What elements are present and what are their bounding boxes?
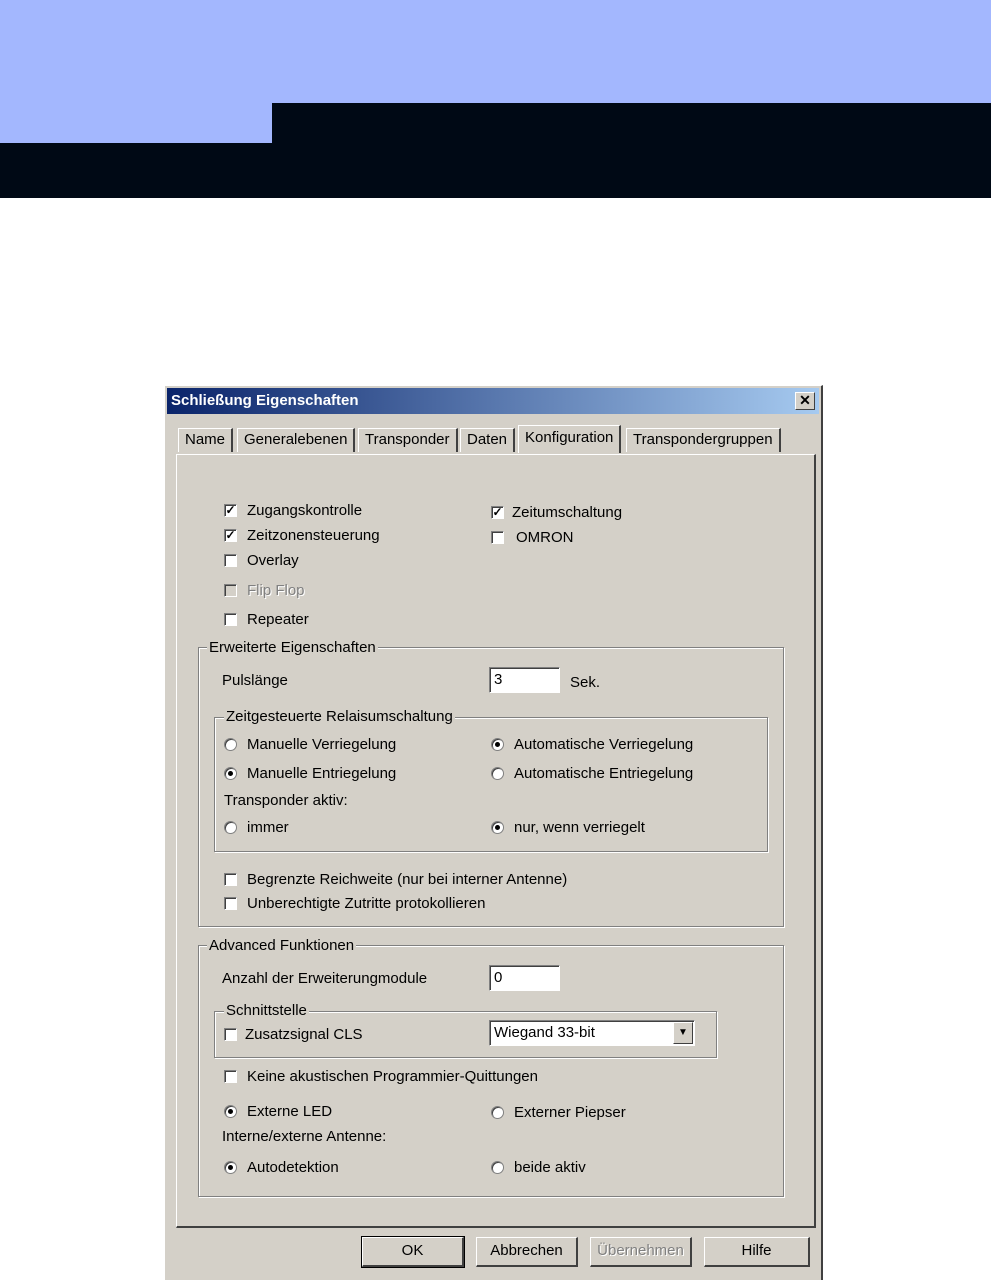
radio-label: Automatische Verriegelung [514, 735, 694, 753]
checkbox-label: Repeater [247, 610, 309, 628]
checkbox-box[interactable] [224, 613, 237, 626]
chevron-down-icon[interactable]: ▼ [673, 1022, 693, 1044]
pulslaenge-label: Pulslänge [222, 672, 288, 689]
radio-label: Externer Piepser [514, 1103, 626, 1121]
repeater-checkbox[interactable] [224, 609, 309, 629]
schnittstelle-legend: Schnittstelle [226, 1002, 307, 1019]
checkbox-label: Begrenzte Reichweite (nur bei interner Antenne) [247, 870, 568, 888]
antenne-label: Interne/externe Antenne: [222, 1128, 387, 1145]
radio-dot[interactable] [224, 821, 237, 834]
checkbox-label: Zusatzsignal CLS [245, 1025, 363, 1043]
radio-dot[interactable] [224, 767, 237, 780]
checkbox-box[interactable] [224, 554, 237, 567]
pulslaenge-input[interactable]: 3 [489, 667, 560, 693]
flipflop-checkbox [224, 580, 305, 600]
radio-label: Autodetektion [247, 1158, 339, 1176]
automatische-entriegelung-radio[interactable] [491, 763, 693, 783]
dialog-title: Schließung Eigenschaften [171, 392, 359, 409]
module-input[interactable]: 0 [489, 965, 560, 991]
externer-piepser-radio[interactable] [491, 1102, 626, 1122]
zeitzonensteuerung-checkbox[interactable] [224, 525, 380, 545]
ok-button[interactable]: OK [362, 1237, 464, 1267]
checkbox-box[interactable]: ✓ [225, 502, 236, 517]
radio-label: Manuelle Verriegelung [247, 735, 397, 753]
checkbox-box[interactable] [224, 897, 237, 910]
tab-name[interactable]: Name [178, 428, 233, 452]
tab-transponder[interactable]: Transponder [358, 428, 458, 452]
checkbox-label: Keine akustischen Programmier-Quittungen [247, 1067, 538, 1085]
checkbox-box[interactable] [224, 1028, 237, 1041]
beide-aktiv-radio[interactable] [491, 1157, 586, 1177]
checkbox-label: Zeitzonensteuerung [247, 526, 380, 544]
radio-dot[interactable] [224, 1105, 237, 1118]
tab-daten[interactable]: Daten [460, 428, 515, 452]
overlay-checkbox[interactable] [224, 550, 299, 570]
hilfe-button[interactable]: Hilfe [704, 1237, 810, 1267]
checkbox-label: OMRON [516, 528, 574, 546]
radio-label: nur, wenn verriegelt [514, 818, 645, 836]
select-value: Wiegand 33-bit [494, 1024, 595, 1041]
checkbox-label: Flip Flop [247, 581, 305, 599]
tab-transpondergruppen[interactable]: Transpondergruppen [626, 428, 781, 452]
keine-quittungen-checkbox[interactable] [224, 1066, 538, 1086]
radio-label: Externe LED [247, 1102, 333, 1120]
abbrechen-button[interactable]: Abbrechen [476, 1237, 578, 1267]
manuelle-verriegelung-radio[interactable] [224, 734, 396, 754]
checkbox-box [224, 584, 237, 597]
tab-generalebenen[interactable]: Generalebenen [237, 428, 355, 452]
radio-label: Automatische Entriegelung [514, 764, 694, 782]
radio-dot[interactable] [491, 738, 504, 751]
radio-dot[interactable] [224, 738, 237, 751]
radio-dot[interactable] [491, 1106, 504, 1119]
unberechtigte-zutritte-checkbox[interactable] [224, 893, 485, 913]
transponder-aktiv-label: Transponder aktiv: [224, 792, 348, 809]
radio-dot[interactable] [491, 821, 504, 834]
checkbox-box[interactable] [491, 531, 504, 544]
omron-checkbox[interactable] [491, 527, 574, 547]
automatische-verriegelung-radio[interactable] [491, 734, 693, 754]
nur-verriegelt-radio[interactable] [491, 817, 645, 837]
immer-radio[interactable] [224, 817, 289, 837]
pulslaenge-unit: Sek. [570, 674, 601, 691]
erweiterte-eigenschaften-legend: Erweiterte Eigenschaften [209, 639, 376, 656]
checkbox-label: Overlay [247, 551, 299, 569]
manuelle-entriegelung-radio[interactable] [224, 763, 396, 783]
checkbox-box[interactable]: ✓ [225, 527, 236, 542]
zugangskontrolle-checkbox[interactable] [224, 500, 362, 520]
schnittstelle-select[interactable] [489, 1020, 695, 1046]
externe-led-radio[interactable] [224, 1101, 332, 1121]
module-label: Anzahl der Erweiterungmodule [222, 970, 428, 987]
uebernehmen-button: Übernehmen [590, 1237, 692, 1267]
checkbox-label: Unberechtigte Zutritte protokollieren [247, 894, 486, 912]
zeitumschaltung-checkbox[interactable] [491, 502, 622, 522]
radio-dot[interactable] [491, 1161, 504, 1174]
relaisumschaltung-legend: Zeitgesteuerte Relaisumschaltung [226, 708, 453, 725]
zusatzsignal-checkbox[interactable] [224, 1024, 363, 1044]
close-icon: ✕ [799, 392, 811, 408]
checkbox-label: Zeitumschaltung [512, 503, 623, 521]
checkbox-box[interactable] [224, 873, 237, 886]
checkbox-label: Zugangskontrolle [247, 501, 363, 519]
radio-dot[interactable] [224, 1161, 237, 1174]
radio-label: beide aktiv [514, 1158, 586, 1176]
advanced-funktionen-legend: Advanced Funktionen [209, 937, 355, 954]
radio-label: immer [247, 818, 289, 836]
radio-label: Manuelle Entriegelung [247, 764, 397, 782]
autodetektion-radio[interactable] [224, 1157, 339, 1177]
tab-konfiguration[interactable]: Konfiguration [518, 425, 621, 453]
radio-dot[interactable] [491, 767, 504, 780]
begrenzte-reichweite-checkbox[interactable] [224, 869, 567, 889]
checkbox-box[interactable]: ✓ [492, 504, 503, 519]
checkbox-box[interactable] [224, 1070, 237, 1083]
